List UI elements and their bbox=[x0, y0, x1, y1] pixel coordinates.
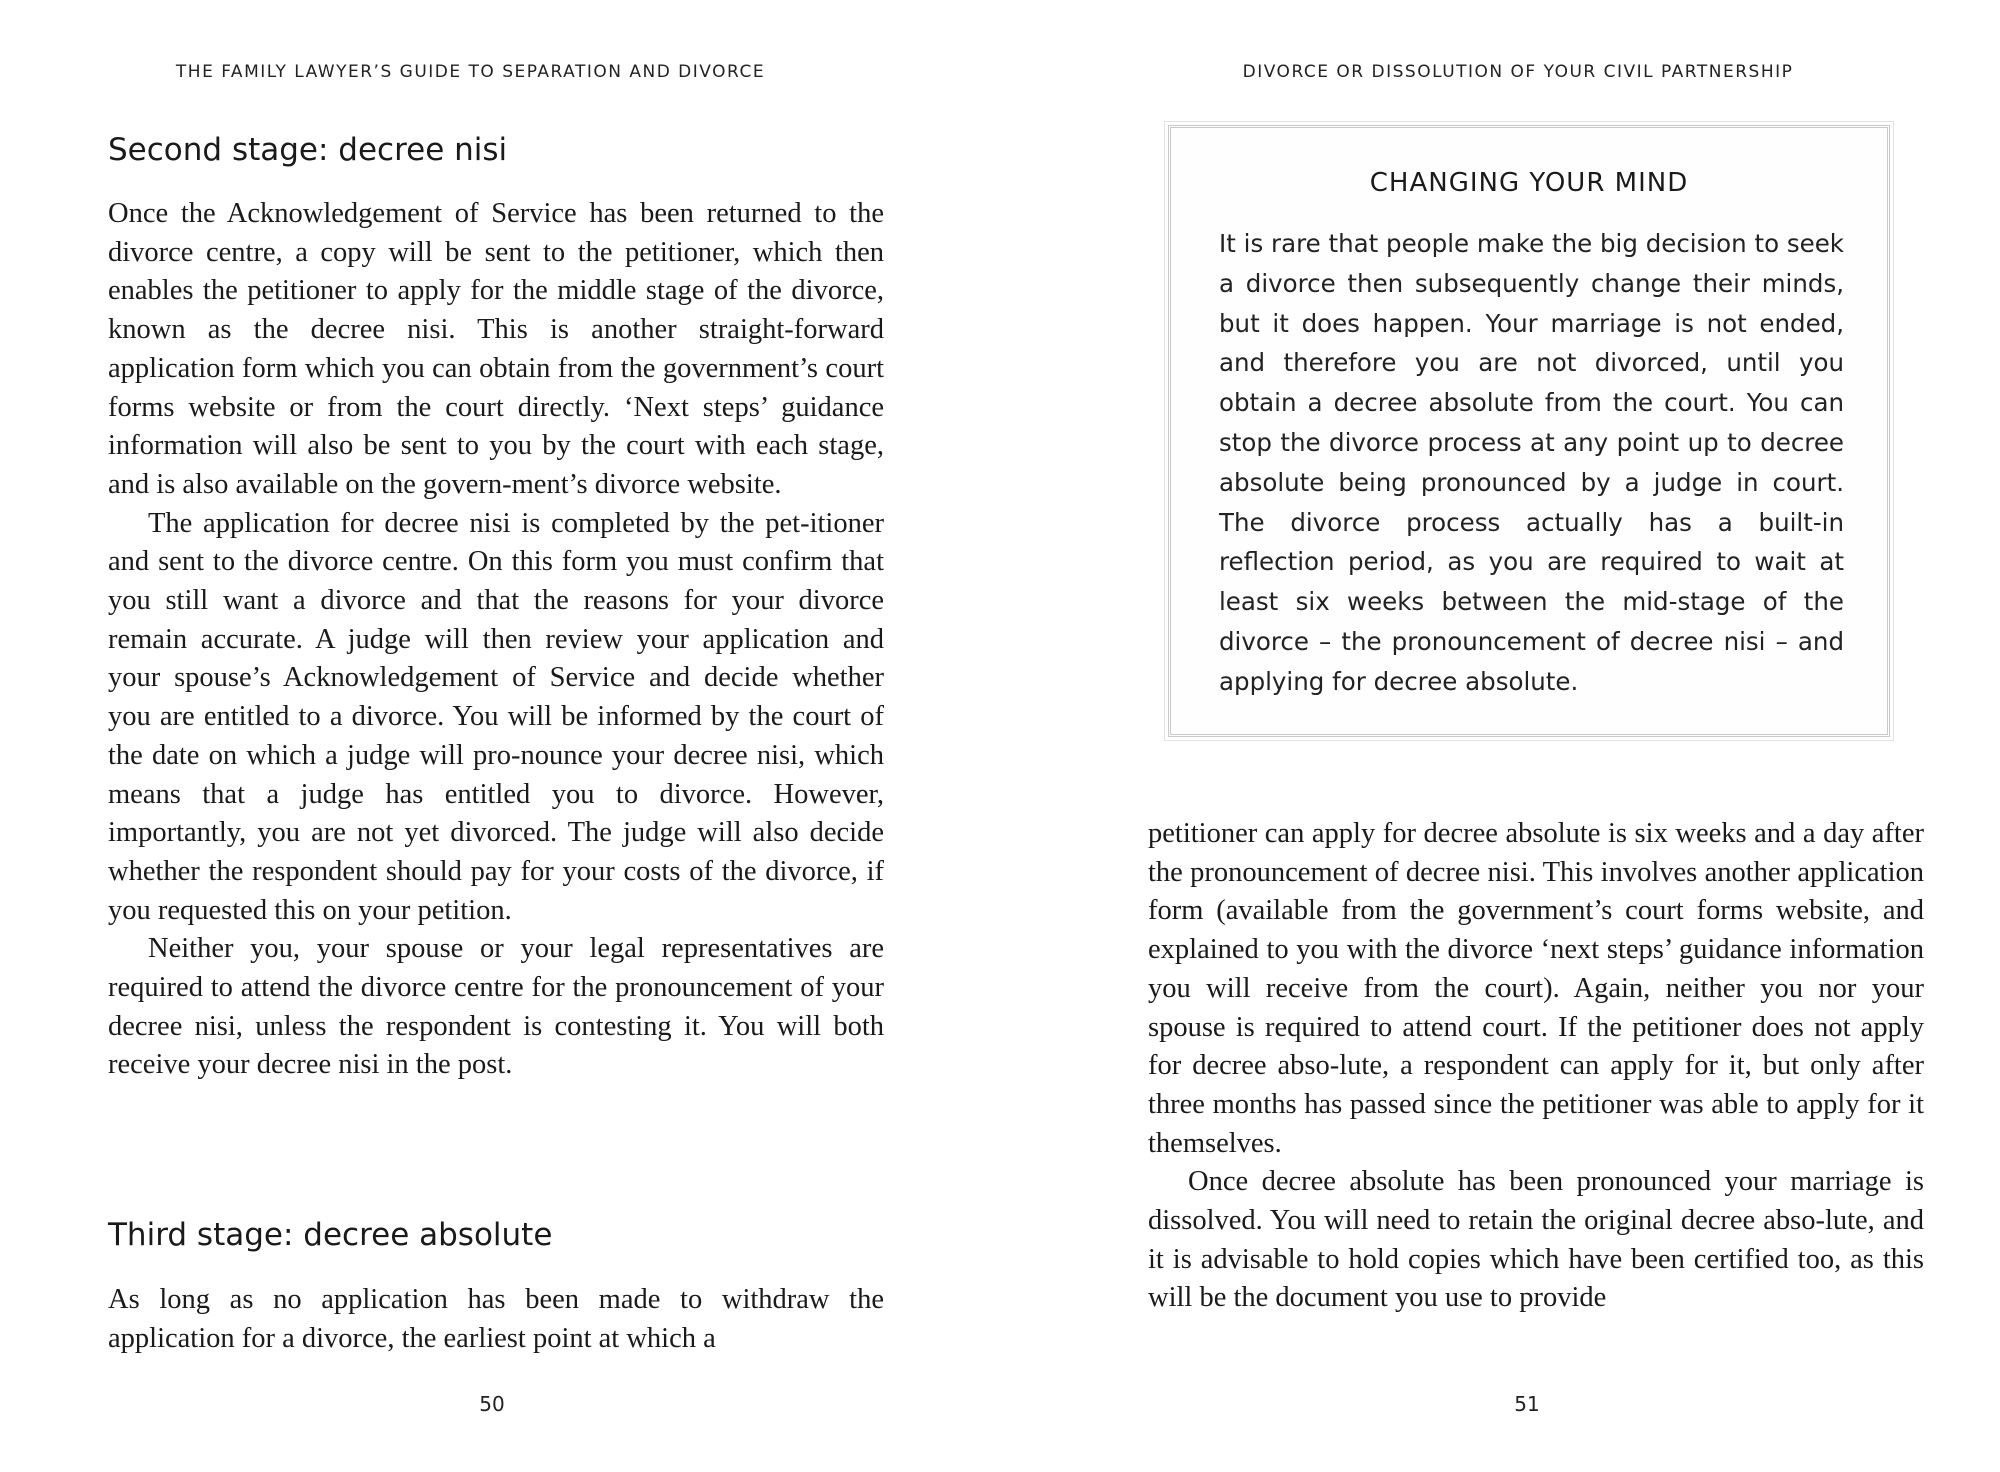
callout-title: CHANGING YOUR MIND bbox=[1369, 168, 1689, 198]
page-number-right: 51 bbox=[1514, 1392, 1540, 1416]
section-heading-decree-absolute: Third stage: decree absolute bbox=[108, 1217, 553, 1253]
body-text-decree-absolute bbox=[108, 1281, 884, 1358]
paragraph: The application for decree nisi is completed by the pet-itioner and sent to the divorce centre. On this form you must confirm that you still want a divorce and that the reasons for your divorce remain accurate. A judge will then review your application and your spouse’s Acknowledgement of Service and decide whether you are entitled to a divorce. You will be informed by the court of the date on which a judge will pro-nounce your decree nisi, which means that a judge has entitled you to divorce. However, importantly, you are not yet divorced. The judge will also decide whether the respondent should pay for your costs of the divorce, if you requested this on your petition. bbox=[108, 507, 884, 926]
paragraph: Once the Acknowledgement of Service has been returned to the divorce centre, a copy will be sent to the petitioner, which then enables the petitioner to apply for the middle stage of the divorce, known as the decree nisi. This is another straight-forward application form which you can obtain from the government’s court forms website or from the court directly. ‘Next steps’ guidance information will also be sent to you by the court with each stage, and is also available on the govern-ment’s divorce website. bbox=[108, 198, 884, 500]
running-head-left: THE FAMILY LAWYER’S GUIDE TO SEPARATION AND DIVORCE bbox=[175, 62, 766, 82]
running-head-right: DIVORCE OR DISSOLUTION OF YOUR CIVIL PARTNERSHIP bbox=[1242, 62, 1794, 82]
callout-box bbox=[1168, 125, 1890, 737]
body-text-decree-nisi bbox=[108, 195, 884, 1085]
right-page bbox=[1000, 0, 2000, 1472]
page-number-left: 50 bbox=[479, 1392, 505, 1416]
section-heading-decree-nisi: Second stage: decree nisi bbox=[108, 132, 508, 168]
body-text-right bbox=[1148, 815, 1924, 1318]
callout-body: It is rare that people make the big decision to seek a divorce then subsequently change their minds, but it does happen. Your marriage is not ended, and therefore you are not divorced, until you obtain a decree absolute from the court. You can stop the divorce process at any point up to decree absolute being pronounced by a judge in court. The divorce process actually has a built-in reflection period, as you are required to wait at least six weeks between the mid-stage of the divorce – the pronouncement of decree nisi – and applying for decree absolute. bbox=[1219, 229, 1844, 696]
paragraph: As long as no application has been made to withdraw the application for a divorce, the earliest point at which a bbox=[108, 1284, 884, 1354]
paragraph: Once decree absolute has been pronounced your marriage is dissolved. You will need to retain the original decree abso-lute, and it is advisable to hold copies which have been certified too, as this will be the document you use to provide bbox=[1148, 1166, 1924, 1314]
paragraph: petitioner can apply for decree absolute is six weeks and a day after the pronouncement of decree nisi. This involves another application form (available from the government’s court forms website, and explained to you with the divorce ‘next steps’ guidance information you will receive from the court). Again, neither you nor your spouse is required to attend court. If the petitioner does not apply for decree abso-lute, a respondent can apply for it, but only after three months has passed since the petitioner was able to apply for it themselves. bbox=[1148, 818, 1924, 1159]
paragraph: Neither you, your spouse or your legal representatives are required to attend the divorce centre for the pronouncement of your decree nisi, unless the respondent is contesting it. You will both receive your decree nisi in the post. bbox=[108, 933, 884, 1081]
